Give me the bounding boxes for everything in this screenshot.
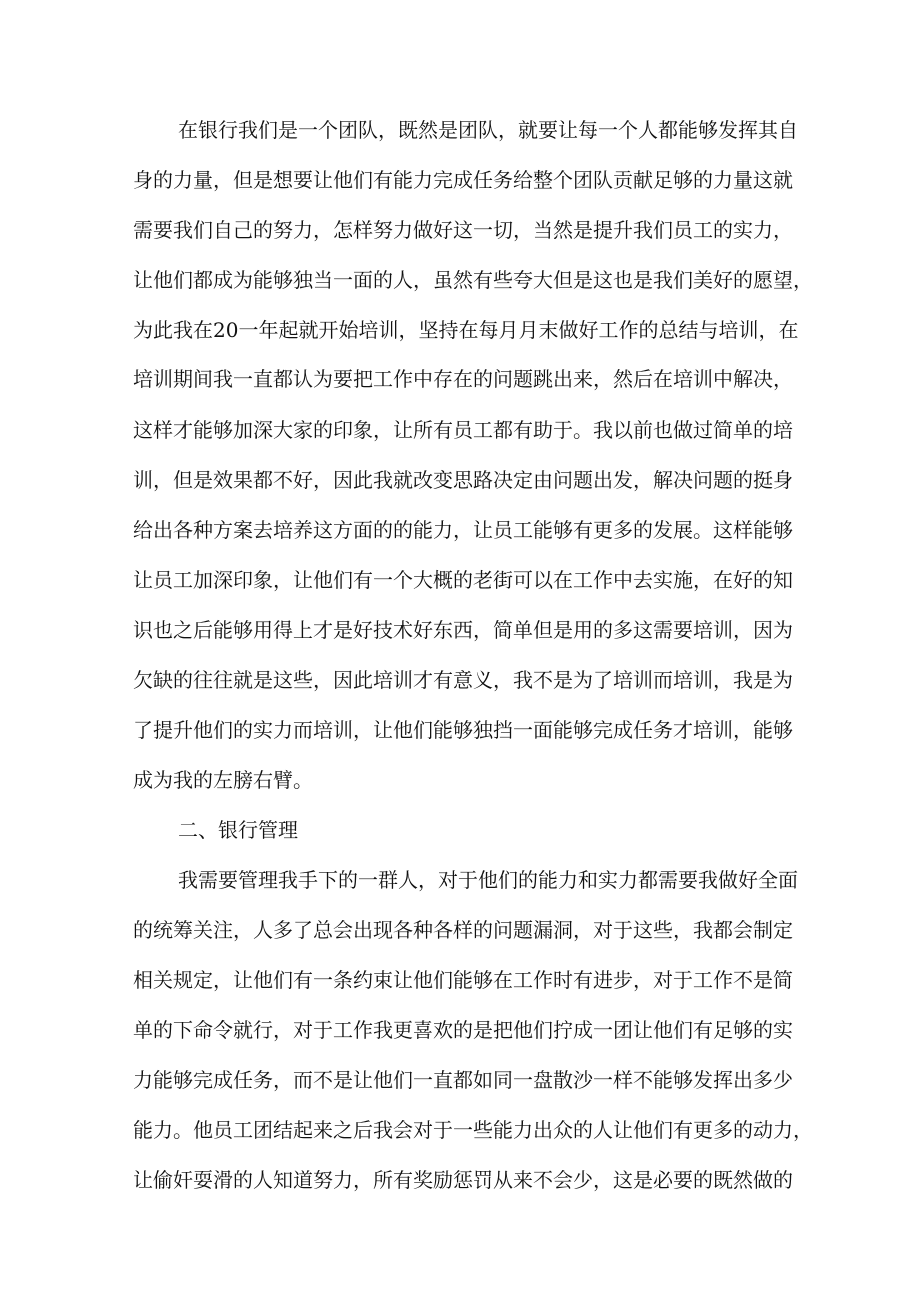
paragraph1-line: 训，但是效果都不好，因此我就改变思路决定由问题出发，解决问题的挺身 [133, 468, 793, 492]
paragraph2-line: 的统筹关注，人多了总会出现各种各样的问题漏洞，对于这些，我都会制定 [133, 918, 793, 942]
paragraph1-line: 为此我在20一年起就开始培训，坚持在每月月末做好工作的总结与培训，在 [133, 318, 799, 342]
paragraph2-line: 让偷奸耍滑的人知道努力，所有奖励惩罚从来不会少，这是必要的既然做的 [133, 1168, 793, 1192]
paragraph2-line: 单的下命令就行，对于工作我更喜欢的是把他们拧成一团让他们有足够的实 [133, 1018, 793, 1042]
paragraph1-line: 让员工加深印象，让他们有一个大概的老街可以在工作中去实施，在好的知 [133, 568, 793, 592]
paragraph2-line: 我需要管理我手下的一群人，对于他们的能力和实力都需要我做好全面 [178, 868, 798, 892]
paragraph1-line: 识也之后能够用得上才是好技术好东西，简单但是用的多这需要培训，因为 [133, 618, 793, 642]
paragraph1-line: 身的力量，但是想要让他们有能力完成任务给整个团队贡献足够的力量这就 [133, 168, 793, 192]
paragraph1-line: 需要我们自己的努力，怎样努力做好这一切，当然是提升我们员工的实力， [133, 218, 793, 242]
section-heading: 二、银行管理 [178, 818, 298, 842]
paragraph2-line: 相关规定，让他们有一条约束让他们能够在工作时有进步，对于工作不是简 [133, 968, 793, 992]
paragraph1-line: 这样才能够加深大家的印象，让所有员工都有助于。我以前也做过简单的培 [133, 418, 793, 442]
paragraph1-line: 了提升他们的实力而培训，让他们能够独挡一面能够完成任务才培训，能够 [133, 718, 793, 742]
paragraph1-line: 让他们都成为能够独当一面的人，虽然有些夸大但是这也是我们美好的愿望， [133, 268, 813, 292]
paragraph2-line: 力能够完成任务，而不是让他们一直都如同一盘散沙一样不能够发挥出多少 [133, 1068, 793, 1092]
paragraph1-line: 给出各种方案去培养这方面的的能力，让员工能够有更多的发展。这样能够 [133, 518, 793, 542]
paragraph1-line: 在银行我们是一个团队，既然是团队，就要让每一个人都能够发挥其自 [178, 118, 798, 142]
paragraph1-line: 培训期间我一直都认为要把工作中存在的问题跳出来，然后在培训中解决， [133, 367, 793, 391]
paragraph1-line: 成为我的左膀右臂。 [133, 768, 313, 792]
paragraph2-line: 能力。他员工团结起来之后我会对于一些能力出众的人让他们有更多的动力， [133, 1118, 813, 1142]
paragraph1-line: 欠缺的往往就是这些，因此培训才有意义，我不是为了培训而培训，我是为 [133, 668, 793, 692]
